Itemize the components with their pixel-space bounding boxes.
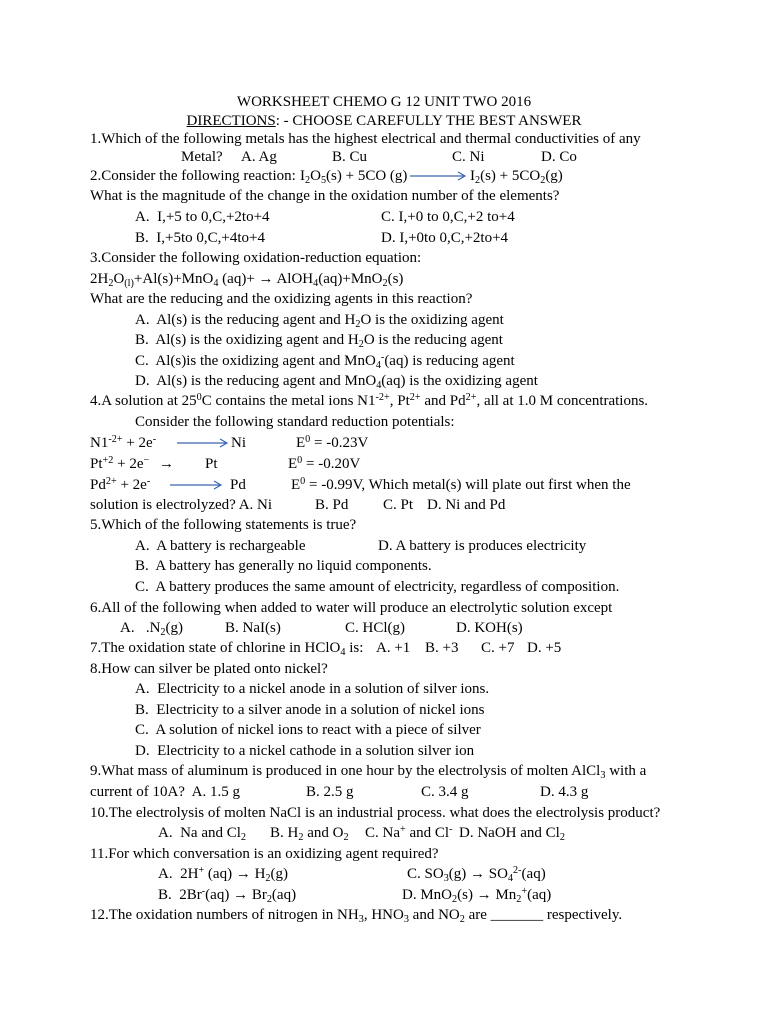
text-run: (aq) bbox=[527, 887, 552, 903]
text-run: A. Na and Cl bbox=[158, 825, 241, 841]
subscript: 3 bbox=[358, 913, 364, 925]
subscript: 2 bbox=[382, 277, 388, 289]
subscript: 2 bbox=[305, 174, 311, 186]
question-4-option-d bbox=[427, 495, 505, 515]
text-run: 1.Which of the following metals has the highest electrical and thermal conductivities of any bbox=[90, 131, 641, 147]
text-run: O bbox=[113, 271, 125, 287]
question-3-option-d bbox=[135, 371, 538, 391]
subscript: 3 bbox=[443, 872, 449, 884]
directions-line bbox=[0, 111, 768, 131]
text-run: O is the reducing agent bbox=[363, 332, 503, 348]
question-9-option-d bbox=[540, 782, 588, 802]
superscript: 2+ bbox=[465, 391, 477, 403]
subscript: 4 bbox=[313, 277, 319, 289]
question-2-option-c bbox=[381, 207, 515, 227]
question-11-option-d bbox=[402, 885, 551, 905]
text-run: B. Cu bbox=[332, 149, 368, 165]
text-run: C. +7 bbox=[481, 640, 515, 656]
text-run: 2.Consider the following reaction: bbox=[90, 168, 296, 184]
text-run: (s) + 5CO (g) bbox=[326, 168, 408, 184]
text-run: → bbox=[159, 456, 174, 472]
text-run: C contains the metal ions N1 bbox=[201, 393, 376, 409]
text-run: Pt bbox=[205, 456, 218, 472]
question-4-stem bbox=[90, 495, 272, 515]
question-1-stem bbox=[181, 147, 223, 167]
question-10-option-a bbox=[158, 823, 246, 843]
superscript: - bbox=[146, 475, 151, 487]
subscript: 4 bbox=[375, 359, 381, 371]
text-run: 12.The oxidation numbers of nitrogen in NH bbox=[90, 907, 359, 923]
text-run: 11.For which conversation is an oxidizing agent required? bbox=[90, 846, 439, 862]
text-run: N1 bbox=[90, 435, 109, 451]
text-run: (aq) → Br bbox=[205, 887, 267, 903]
text-run: 5.Which of the following statements is true? bbox=[90, 517, 357, 533]
text-run: C. I,+0 to 0,C,+2 to+4 bbox=[381, 209, 515, 225]
text-run: (aq) → H bbox=[204, 866, 266, 882]
text-run: C. Ni bbox=[452, 149, 485, 165]
text-run: D. A battery is produces electricity bbox=[378, 538, 587, 554]
superscript: 0 bbox=[305, 433, 311, 445]
superscript: − bbox=[143, 454, 150, 466]
text-run: with a bbox=[605, 763, 647, 779]
superscript: - bbox=[201, 885, 206, 897]
text-run: = -0.20V bbox=[302, 456, 361, 472]
question-1-stem bbox=[90, 129, 641, 149]
text-run: , all at 1.0 M concentrations. bbox=[476, 393, 649, 409]
subscript: 2 bbox=[355, 318, 361, 330]
text-run: B. +3 bbox=[425, 640, 459, 656]
question-9-option-b bbox=[306, 782, 354, 802]
text-run: I bbox=[300, 168, 305, 184]
text-run: 2H bbox=[90, 271, 109, 287]
subscript: 2 bbox=[160, 626, 166, 638]
subscript: 4 bbox=[507, 872, 514, 884]
question-2-equation-part bbox=[300, 166, 407, 186]
question-5-option-b bbox=[135, 556, 432, 576]
question-11-option-b bbox=[158, 885, 296, 905]
subscript: 2 bbox=[540, 174, 546, 186]
text-run: = -0.23V bbox=[310, 435, 369, 451]
worksheet-title bbox=[0, 92, 768, 112]
text-run: (aq) bbox=[521, 866, 546, 882]
question-4-option-b bbox=[315, 495, 348, 515]
subscript: 5 bbox=[320, 174, 327, 186]
text-run: (aq)+ → AlOH bbox=[218, 271, 314, 287]
superscript: + bbox=[400, 823, 406, 835]
text-run: D. Al(s) is the reducing agent and MnO bbox=[135, 373, 377, 389]
question-10-stem bbox=[90, 803, 660, 823]
text-run: Metal? bbox=[181, 149, 223, 165]
question-2-stem bbox=[90, 186, 559, 206]
question-4-equation-part bbox=[159, 454, 174, 474]
subscript: 3 bbox=[600, 769, 606, 781]
text-run: (g) bbox=[545, 168, 563, 184]
text-run: A. 2H bbox=[158, 866, 199, 882]
text-run: C. Al(s)is the oxidizing agent and MnO bbox=[135, 353, 376, 369]
question-8-option-d bbox=[135, 741, 474, 761]
question-4-equation-part bbox=[205, 454, 218, 474]
superscript: + bbox=[521, 885, 528, 897]
subscript: 2 bbox=[108, 277, 114, 289]
question-4-option-c bbox=[383, 495, 413, 515]
subscript: 4 bbox=[340, 646, 346, 658]
text-run: current of 10A? A. 1.5 g bbox=[90, 784, 240, 800]
text-run: A. I,+5 to 0,C,+2to+4 bbox=[135, 209, 270, 225]
question-3-stem bbox=[90, 269, 403, 289]
superscript: -2+ bbox=[108, 433, 123, 445]
question-5-stem bbox=[90, 515, 356, 535]
subscript: 2 bbox=[266, 893, 272, 905]
superscript: + bbox=[198, 864, 205, 876]
question-4-equation-part bbox=[296, 433, 368, 453]
subscript: 2 bbox=[298, 831, 304, 843]
text-run: O is the oxidizing agent bbox=[360, 312, 504, 328]
text-run: D. Ni and Pd bbox=[427, 497, 506, 513]
question-6-option-d bbox=[456, 618, 523, 638]
question-3-option-b bbox=[135, 330, 503, 350]
question-3-stem bbox=[90, 289, 472, 309]
question-5-option-c bbox=[135, 577, 619, 597]
subscript: (l) bbox=[124, 277, 134, 289]
question-9-stem bbox=[90, 782, 240, 802]
question-3-stem bbox=[90, 248, 421, 268]
subscript: 2 bbox=[459, 913, 465, 925]
text-run: E bbox=[288, 456, 298, 472]
question-3-option-a bbox=[135, 310, 504, 330]
text-run: (aq)+MnO bbox=[318, 271, 383, 287]
question-8-stem bbox=[90, 659, 328, 679]
text-run: (s) + 5CO bbox=[480, 168, 541, 184]
text-run: A. +1 bbox=[376, 640, 411, 656]
reaction-arrow-icon bbox=[410, 170, 466, 182]
text-run: C. Na bbox=[365, 825, 400, 841]
question-10-option-c bbox=[365, 823, 453, 843]
text-run: I bbox=[470, 168, 475, 184]
question-1-option-c bbox=[452, 147, 485, 167]
text-run: 7.The oxidation state of chlorine in HClO bbox=[90, 640, 341, 656]
text-run: B. Al(s) is the oxidizing agent and H bbox=[135, 332, 359, 348]
text-run: 8.How can silver be plated onto nickel? bbox=[90, 661, 328, 677]
subscript: 4 bbox=[213, 277, 219, 289]
superscript: - bbox=[380, 351, 385, 363]
question-4-stem bbox=[90, 433, 156, 453]
text-run: O bbox=[310, 168, 321, 184]
text-run: C. A battery produces the same amount of electricity, regardless of composition. bbox=[135, 579, 620, 595]
subscript: 2 bbox=[358, 338, 364, 350]
text-run: Consider the following standard reduction potentials: bbox=[135, 414, 455, 430]
subscript: 2 bbox=[516, 893, 522, 905]
subscript: 2 bbox=[559, 831, 565, 843]
text-run: solution is electrolyzed? A. Ni bbox=[90, 497, 273, 513]
text-run: 6.All of the following when added to water will produce an electrolytic solution except bbox=[90, 600, 613, 616]
text-run: D. MnO bbox=[402, 887, 453, 903]
text-run: 9.What mass of aluminum is produced in one hour by the electrolysis of molten AlCl bbox=[90, 763, 601, 779]
text-run: A. Ag bbox=[241, 149, 277, 165]
question-2-option-b bbox=[135, 228, 265, 248]
text-run: = -0.99V, Which metal(s) will plate out first when the bbox=[305, 477, 631, 493]
text-run: Pd bbox=[90, 477, 106, 493]
text-run: + 2e bbox=[113, 456, 144, 472]
question-5-option-a bbox=[135, 536, 306, 556]
text-run: B. Electricity to a silver anode in a solution of nickel ions bbox=[135, 702, 485, 718]
text-run: 3.Consider the following oxidation-reduction equation: bbox=[90, 250, 422, 266]
question-8-option-a bbox=[135, 679, 489, 699]
text-run: D. Electricity to a nickel cathode in a solution silver ion bbox=[135, 743, 475, 759]
text-run: and O bbox=[303, 825, 344, 841]
text-run: B. A battery has generally no liquid components. bbox=[135, 558, 432, 574]
superscript: 0 bbox=[196, 391, 202, 403]
question-7-option-c bbox=[481, 638, 514, 658]
text-run: Ni bbox=[231, 435, 246, 451]
text-run: , HNO bbox=[363, 907, 404, 923]
text-run: D. Co bbox=[541, 149, 577, 165]
question-2-option-a bbox=[135, 207, 270, 227]
superscript: - bbox=[449, 823, 453, 835]
question-4-equation-part bbox=[230, 475, 246, 495]
question-1-option-b bbox=[332, 147, 367, 167]
subscript: 4 bbox=[376, 379, 382, 391]
subscript: 2 bbox=[343, 831, 349, 843]
text-run: A. Electricity to a nickel anode in a solution of silver ions. bbox=[135, 681, 490, 697]
text-run: D. KOH(s) bbox=[456, 620, 523, 636]
text-run: A. Al(s) is the reducing agent and H bbox=[135, 312, 356, 328]
question-8-option-b bbox=[135, 700, 485, 720]
text-run: is: bbox=[345, 640, 364, 656]
text-run: (s) bbox=[387, 271, 404, 287]
question-5-option-d bbox=[378, 536, 586, 556]
subscript: 2 bbox=[475, 174, 481, 186]
text-run: (aq) bbox=[271, 887, 297, 903]
text-run: E bbox=[296, 435, 306, 451]
question-4-stem bbox=[90, 454, 149, 474]
question-1-option-a bbox=[241, 147, 277, 167]
question-3-option-c bbox=[135, 351, 515, 371]
text-run: : - CHOOSE CAREFULLY THE BEST ANSWER bbox=[275, 113, 582, 129]
question-7-option-d bbox=[527, 638, 561, 658]
text-run: C. 3.4 g bbox=[421, 784, 469, 800]
question-11-stem bbox=[90, 844, 439, 864]
question-7-stem bbox=[90, 638, 363, 658]
text-run: B. I,+5to 0,C,+4to+4 bbox=[135, 230, 265, 246]
text-run: Pt bbox=[90, 456, 103, 472]
text-run: E bbox=[291, 477, 301, 493]
text-run: , Pt bbox=[389, 393, 410, 409]
text-run: and NO bbox=[408, 907, 460, 923]
superscript: 2- bbox=[513, 864, 522, 876]
text-run: and Pd bbox=[420, 393, 466, 409]
text-run: (g) bbox=[270, 866, 288, 882]
text-run: A. .N bbox=[120, 620, 161, 636]
superscript: +2 bbox=[102, 454, 114, 466]
text-run: + 2e bbox=[116, 477, 147, 493]
subscript: 2 bbox=[265, 872, 271, 884]
question-4-equation-part bbox=[291, 475, 631, 495]
text-run: 10.The electrolysis of molten NaCl is an industrial process. what does the electrolysis product? bbox=[90, 805, 661, 821]
underlined-text: DIRECTIONS bbox=[186, 113, 276, 129]
text-run: (aq) is the oxidizing agent bbox=[381, 373, 538, 389]
reaction-arrow-icon bbox=[170, 479, 222, 491]
superscript: -2+ bbox=[375, 391, 390, 403]
text-run: (g) → SO bbox=[448, 866, 508, 882]
question-4-stem bbox=[135, 412, 455, 432]
text-run: and Cl bbox=[405, 825, 450, 841]
question-9-stem bbox=[90, 761, 646, 781]
text-run: C. A solution of nickel ions to react with a piece of silver bbox=[135, 722, 481, 738]
question-6-option-b bbox=[225, 618, 281, 638]
question-11-option-a bbox=[158, 864, 288, 884]
text-run: What is the magnitude of the change in the oxidation number of the elements? bbox=[90, 188, 560, 204]
superscript: 2+ bbox=[105, 475, 117, 487]
question-12-stem bbox=[90, 905, 622, 925]
question-11-option-c bbox=[407, 864, 546, 884]
text-run: (s) → Mn bbox=[457, 887, 517, 903]
question-9-option-c bbox=[421, 782, 469, 802]
reaction-arrow-icon bbox=[177, 437, 228, 449]
text-run: C. Pt bbox=[383, 497, 414, 513]
question-4-stem bbox=[90, 391, 648, 411]
text-run: D. 4.3 g bbox=[540, 784, 589, 800]
text-run: 4.A solution at 25 bbox=[90, 393, 197, 409]
text-run: C. SO bbox=[407, 866, 444, 882]
question-7-option-a bbox=[376, 638, 410, 658]
text-run: B. Pd bbox=[315, 497, 349, 513]
superscript: 0 bbox=[297, 454, 303, 466]
question-6-option-a bbox=[120, 618, 183, 638]
text-run: Pd bbox=[230, 477, 246, 493]
text-run: C. HCl(g) bbox=[345, 620, 405, 636]
text-run: (aq) is reducing agent bbox=[384, 353, 515, 369]
subscript: 2 bbox=[240, 831, 246, 843]
superscript: - bbox=[152, 433, 157, 445]
text-run: are _______ respectively. bbox=[464, 907, 623, 923]
question-4-stem bbox=[90, 475, 150, 495]
question-1-option-d bbox=[541, 147, 577, 167]
text-run: +Al(s)+MnO bbox=[133, 271, 214, 287]
text-run: D. +5 bbox=[527, 640, 562, 656]
text-run: B. 2.5 g bbox=[306, 784, 354, 800]
subscript: 3 bbox=[403, 913, 409, 925]
text-run: B. H bbox=[270, 825, 299, 841]
question-4-equation-part bbox=[231, 433, 246, 453]
text-run: D. I,+0to 0,C,+2to+4 bbox=[381, 230, 509, 246]
question-4-equation-part bbox=[288, 454, 360, 474]
question-2-equation-part bbox=[470, 166, 563, 186]
text-run: A. A battery is rechargeable bbox=[135, 538, 306, 554]
question-2-stem bbox=[90, 166, 296, 186]
text-run: B. NaI(s) bbox=[225, 620, 281, 636]
text-run: (g) bbox=[165, 620, 184, 636]
question-10-option-b bbox=[270, 823, 349, 843]
text-run: + 2e bbox=[122, 435, 153, 451]
superscript: 2+ bbox=[409, 391, 421, 403]
text-run: B. 2Br bbox=[158, 887, 202, 903]
question-10-option-d bbox=[459, 823, 565, 843]
superscript: 0 bbox=[300, 475, 306, 487]
text-run: D. NaOH and Cl bbox=[459, 825, 560, 841]
question-7-option-b bbox=[425, 638, 458, 658]
question-2-option-d bbox=[381, 228, 508, 248]
question-6-stem bbox=[90, 598, 612, 618]
subscript: 2 bbox=[452, 893, 458, 905]
text-run: What are the reducing and the oxidizing agents in this reaction? bbox=[90, 291, 473, 307]
question-6-option-c bbox=[345, 618, 405, 638]
text-run: WORKSHEET CHEMO G 12 UNIT TWO 2016 bbox=[236, 94, 532, 110]
question-8-option-c bbox=[135, 720, 481, 740]
